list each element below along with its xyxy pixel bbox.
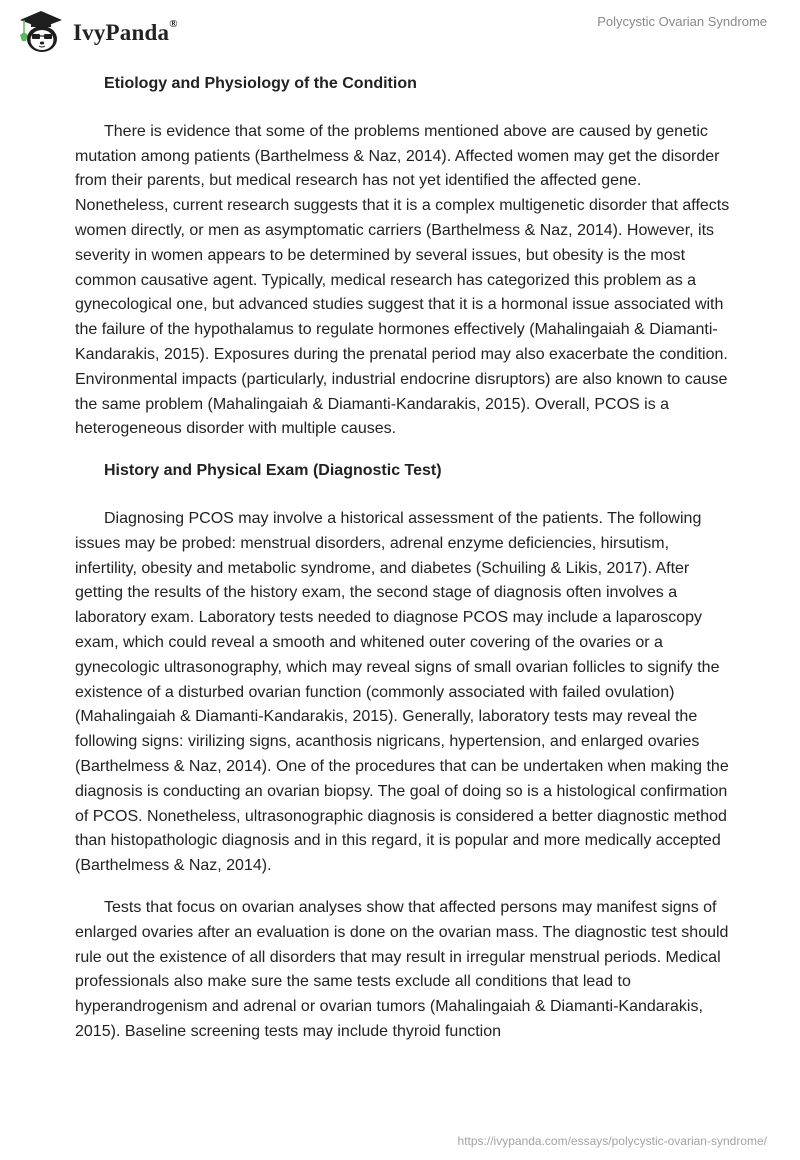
ivypanda-logo[interactable]	[16, 8, 178, 54]
essay-content	[75, 72, 735, 1062]
section-heading: Etiology and Physiology of the Condition	[104, 75, 417, 92]
registered-mark: ®	[169, 18, 178, 31]
paragraph: Tests that focus on ovarian analyses show that affected persons may manifest signs of enlarged ovaries after an evaluation is done on the ovarian mass. The diagnostic test should rule out the existence of all disorders that may result in irregular menstrual periods. Medical professionals also make sure the same tests exclude all conditions that lead to hyperandrogenism and adrenal or ovarian tumors (Mahalingaiah & Diamanti-Kandarakis, 2015). Baseline screening tests may include thyroid function	[75, 898, 729, 1040]
panda-graduate-icon	[16, 8, 66, 54]
paragraph: Diagnosing PCOS may involve a historical assessment of the patients. The following issues may be probed: menstrual disorders, adrenal enzyme deficiencies, hirsutism, infertility, obesity and metabolic syndrome, and diabetes (Schuiling & Likis, 2017). After getting the results of the history exam, the second stage of diagnosis often involves a laboratory exam. Laboratory tests needed to diagnose PCOS may include a laparoscopy exam, which could reveal a smooth and whitened outer covering of the ovaries or a gynecologic ultrasonography, which may reveal signs of small ovarian follicles to signify the existence of a disturbed ovarian function (commonly associated with failed ovulation) (Mahalingaiah & Diamanti-Kandarakis, 2015). Generally, laboratory tests may reveal the following signs: virilizing signs, acanthosis nigricans, hypertension, and enlarged ovaries (Barthelmess & Naz, 2014). One of the procedures that can be undertaken when making the diagnosis is conducting an ovarian biopsy. The goal of doing so is a histological confirmation of PCOS. Nonetheless, ultrasonographic diagnosis is considered a better diagnostic method than histopathologic diagnosis and in this regard, it is popular and more medically accepted (Barthelmess & Naz, 2014).	[75, 509, 729, 875]
source-url[interactable]: https://ivypanda.com/essays/polycystic-ovarian-syndrome/	[457, 1134, 767, 1148]
logo-text: IvyPanda	[73, 20, 170, 45]
page-header	[0, 0, 800, 60]
document-title: Polycystic Ovarian Syndrome	[597, 14, 767, 29]
paragraph: There is evidence that some of the problems mentioned above are caused by genetic mutation among patients (Barthelmess & Naz, 2014). Affected women may get the disorder from their parents, but medical research has not yet identified the affected gene. Nonetheless, current research suggests that it is a complex multigenetic disorder that affects women directly, or men as asymptomatic carriers (Barthelmess & Naz, 2014). However, its severity in women appears to be determined by several issues, but obesity is the most common causative agent. Typically, medical research has categorized this problem as a gynecological one, but advanced studies suggest that it is a hormonal issue associated with the failure of the hypothalamus to regulate hormones effectively (Mahalingaiah & Diamanti-Kandarakis, 2015). Exposures during the prenatal period may also exacerbate the condition. Environmental impacts (particularly, industrial endocrine disruptors) are also known to cause the same problem (Mahalingaiah & Diamanti-Kandarakis, 2015). Overall, PCOS is a heterogeneous disorder with multiple causes.	[75, 122, 730, 438]
section-heading: History and Physical Exam (Diagnostic Test)	[104, 462, 442, 480]
